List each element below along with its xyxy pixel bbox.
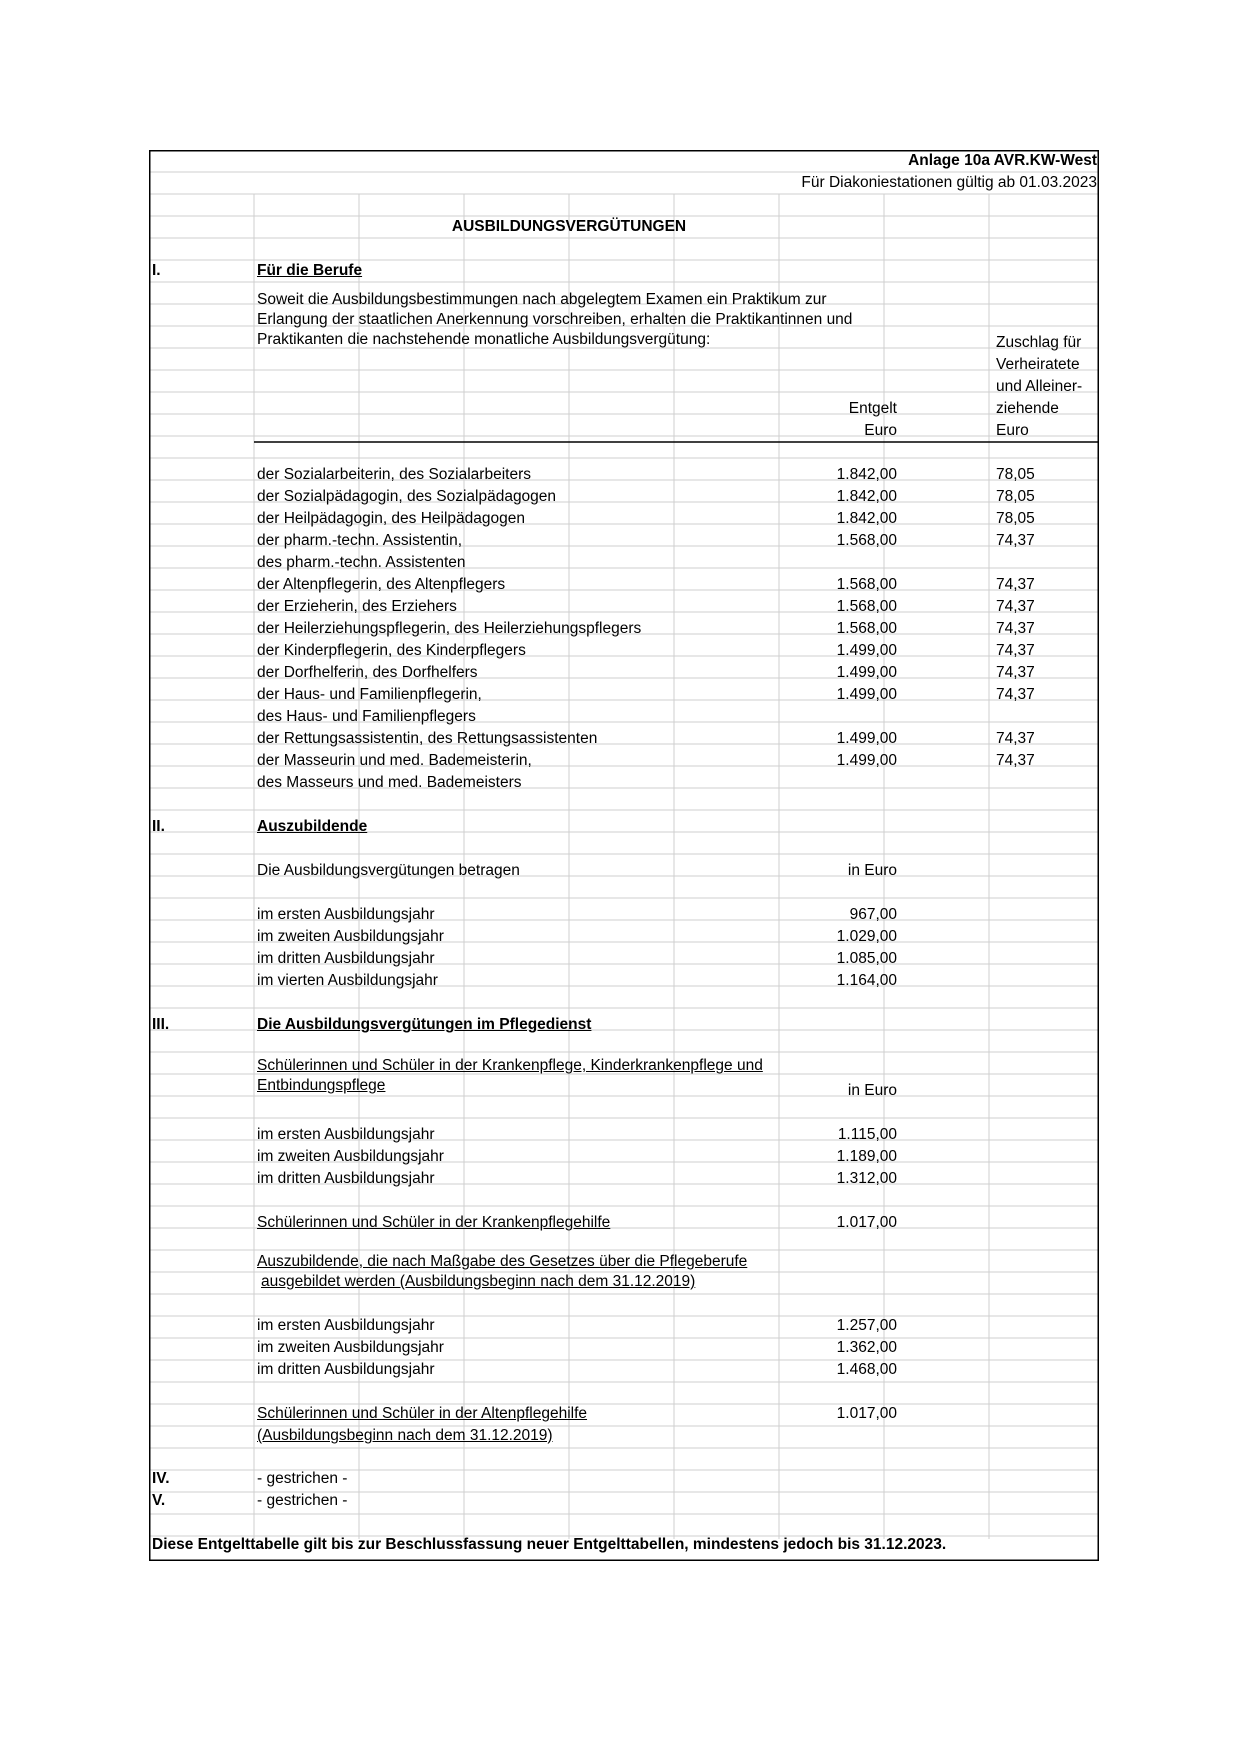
pflegeberufe-line-1: Auszubildende, die nach Maßgabe des Gesetzes über die Pflegeberufe bbox=[257, 1253, 748, 1270]
krankenpflegehilfe-value: 1.017,00 bbox=[836, 1214, 897, 1231]
krankenpflege-line-2: Entbindungspflege bbox=[257, 1077, 386, 1094]
valid-from-note: Für Diakoniestationen gültig ab 01.03.2023 bbox=[801, 174, 1097, 191]
col-header-entgelt-unit: Euro bbox=[864, 422, 897, 439]
table-row-label: im ersten Ausbildungsjahr bbox=[257, 906, 435, 923]
section-2-intro: Die Ausbildungsvergütungen betragen bbox=[257, 862, 520, 879]
section-number-3: III. bbox=[152, 1016, 170, 1033]
table-row-zuschlag: 74,37 bbox=[996, 532, 1035, 549]
table-row-label: der Sozialarbeiterin, des Sozialarbeiters bbox=[257, 466, 531, 483]
table-row-entgelt: 1.568,00 bbox=[836, 576, 897, 593]
table-row-entgelt: 1.499,00 bbox=[836, 752, 897, 769]
table-row-label: im dritten Ausbildungsjahr bbox=[257, 950, 435, 967]
intro-line-1: Soweit die Ausbildungsbestimmungen nach abgelegtem Examen ein Praktikum zur bbox=[257, 291, 827, 308]
altenpflegehilfe-label: Schülerinnen und Schüler in der Altenpflegehilfe bbox=[257, 1405, 588, 1422]
table-row-label: der Sozialpädagogin, des Sozialpädagogen bbox=[257, 488, 557, 505]
table-row-entgelt: 1.568,00 bbox=[836, 598, 897, 615]
table-row-value: 1.468,00 bbox=[836, 1361, 897, 1378]
table-row-label: im zweiten Ausbildungsjahr bbox=[257, 1148, 444, 1165]
krankenpflegehilfe-label: Schülerinnen und Schüler in der Krankenpflegehilfe bbox=[257, 1214, 611, 1231]
page-title: AUSBILDUNGSVERGÜTUNGEN bbox=[451, 218, 687, 235]
pflegeberufe-line-2: ausgebildet werden (Ausbildungsbeginn nach dem 31.12.2019) bbox=[261, 1273, 696, 1290]
table-row-zuschlag: 74,37 bbox=[996, 664, 1035, 681]
col-header-zuschlag-unit: Euro bbox=[996, 422, 1029, 439]
table-row-zuschlag: 74,37 bbox=[996, 642, 1035, 659]
section-4-text: - gestrichen - bbox=[257, 1470, 348, 1487]
table-row-value: 1.115,00 bbox=[837, 1126, 897, 1143]
table-row-zuschlag: 74,37 bbox=[996, 620, 1035, 637]
table-row-zuschlag: 74,37 bbox=[996, 576, 1035, 593]
table-row-label: der Haus- und Familienpflegerin, bbox=[257, 686, 482, 703]
table-row-label: der Masseurin und med. Bademeisterin, bbox=[257, 752, 532, 769]
table-row-label: im zweiten Ausbildungsjahr bbox=[257, 1339, 444, 1356]
col-header-zuschlag-3: und Alleiner- bbox=[996, 378, 1083, 395]
table-row-entgelt: 1.499,00 bbox=[836, 730, 897, 747]
col-header-zuschlag-1: Zuschlag für bbox=[996, 334, 1082, 351]
krankenpflege-line-1: Schülerinnen und Schüler in der Krankenpflege, Kinderkrankenpflege und bbox=[257, 1057, 763, 1074]
table-row-label: im zweiten Ausbildungsjahr bbox=[257, 928, 444, 945]
table-row-label: der Heilerziehungspflegerin, des Heilerziehungspflegers bbox=[257, 620, 642, 637]
table-row-label: im dritten Ausbildungsjahr bbox=[257, 1361, 435, 1378]
table-row-label: des pharm.-techn. Assistenten bbox=[257, 554, 466, 571]
section-heading-1: Für die Berufe bbox=[257, 262, 363, 279]
krankenpflege-unit: in Euro bbox=[847, 1082, 897, 1099]
table-row-label: der pharm.-techn. Assistentin, bbox=[257, 532, 463, 549]
table-row-value: 1.189,00 bbox=[836, 1148, 897, 1165]
table-row-zuschlag: 74,37 bbox=[996, 686, 1035, 703]
col-header-entgelt: Entgelt bbox=[848, 400, 897, 417]
table-row-value: 1.362,00 bbox=[836, 1339, 897, 1356]
section-heading-2: Auszubildende bbox=[257, 818, 368, 835]
table-row-label: der Altenpflegerin, des Altenpflegers bbox=[257, 576, 506, 593]
section-number-1: I. bbox=[152, 262, 161, 279]
table-row-entgelt: 1.499,00 bbox=[836, 664, 897, 681]
table-row-value: 1.257,00 bbox=[836, 1317, 897, 1334]
table-row-entgelt: 1.499,00 bbox=[836, 642, 897, 659]
table-row-zuschlag: 78,05 bbox=[996, 510, 1035, 527]
col-header-zuschlag-4: ziehende bbox=[996, 400, 1059, 417]
table-row-entgelt: 1.568,00 bbox=[836, 620, 897, 637]
table-row-zuschlag: 74,37 bbox=[996, 598, 1035, 615]
table-row-label: im vierten Ausbildungsjahr bbox=[257, 972, 438, 989]
table-row-entgelt: 1.499,00 bbox=[836, 686, 897, 703]
table-row-label: der Rettungsassistentin, des Rettungsassistenten bbox=[257, 730, 598, 747]
table-row-value: 967,00 bbox=[849, 906, 897, 923]
altenpflegehilfe-value: 1.017,00 bbox=[836, 1405, 897, 1422]
table-row-entgelt: 1.842,00 bbox=[836, 466, 897, 483]
table-row-label: der Kinderpflegerin, des Kinderpflegers bbox=[257, 642, 526, 659]
footer-validity-note: Diese Entgelttabelle gilt bis zur Beschlussfassung neuer Entgelttabellen, mindestens jedoch bis 31.12.2023. bbox=[152, 1536, 947, 1553]
table-row-value: 1.085,00 bbox=[836, 950, 897, 967]
table-row-label: des Masseurs und med. Bademeisters bbox=[257, 774, 522, 791]
entgelt-table-sheet bbox=[149, 150, 1099, 1561]
table-row-zuschlag: 78,05 bbox=[996, 488, 1035, 505]
section-number-2: II. bbox=[152, 818, 165, 835]
table-row-value: 1.164,00 bbox=[836, 972, 897, 989]
altenpflegehilfe-note: (Ausbildungsbeginn nach dem 31.12.2019) bbox=[257, 1427, 553, 1444]
table-row-entgelt: 1.842,00 bbox=[836, 488, 897, 505]
table-row-label: im ersten Ausbildungsjahr bbox=[257, 1317, 435, 1334]
table-row-entgelt bbox=[799, 706, 897, 728]
table-row-label: der Dorfhelferin, des Dorfhelfers bbox=[257, 664, 478, 681]
table-row-entgelt bbox=[799, 772, 897, 794]
table-row-label: im ersten Ausbildungsjahr bbox=[257, 1126, 435, 1143]
intro-line-2: Erlangung der staatlichen Anerkennung vorschreiben, erhalten die Praktikantinnen und bbox=[257, 311, 853, 328]
table-row-entgelt: 1.568,00 bbox=[836, 532, 897, 549]
intro-line-3: Praktikanten die nachstehende monatliche Ausbildungsvergütung: bbox=[257, 331, 711, 348]
table-row-label: des Haus- und Familienpflegers bbox=[257, 708, 476, 725]
table-row-entgelt bbox=[799, 552, 897, 574]
section-2-unit: in Euro bbox=[847, 862, 897, 879]
table-row-value: 1.312,00 bbox=[836, 1170, 897, 1187]
section-number-5: V. bbox=[152, 1492, 166, 1509]
table-row-entgelt: 1.842,00 bbox=[836, 510, 897, 527]
table-row-zuschlag: 74,37 bbox=[996, 730, 1035, 747]
table-row-label: im dritten Ausbildungsjahr bbox=[257, 1170, 435, 1187]
table-row-value: 1.029,00 bbox=[836, 928, 897, 945]
table-row-zuschlag: 78,05 bbox=[996, 466, 1035, 483]
table-row-label: der Erzieherin, des Erziehers bbox=[257, 598, 457, 615]
table-row-zuschlag: 74,37 bbox=[996, 752, 1035, 769]
section-number-4: IV. bbox=[152, 1470, 170, 1487]
col-header-zuschlag-2: Verheiratete bbox=[996, 356, 1080, 373]
anlage-title: Anlage 10a AVR.KW-West bbox=[908, 152, 1097, 169]
table-row-label: der Heilpädagogin, des Heilpädagogen bbox=[257, 510, 526, 527]
section-heading-3: Die Ausbildungsvergütungen im Pflegedienst bbox=[257, 1016, 592, 1033]
section-5-text: - gestrichen - bbox=[257, 1492, 348, 1509]
